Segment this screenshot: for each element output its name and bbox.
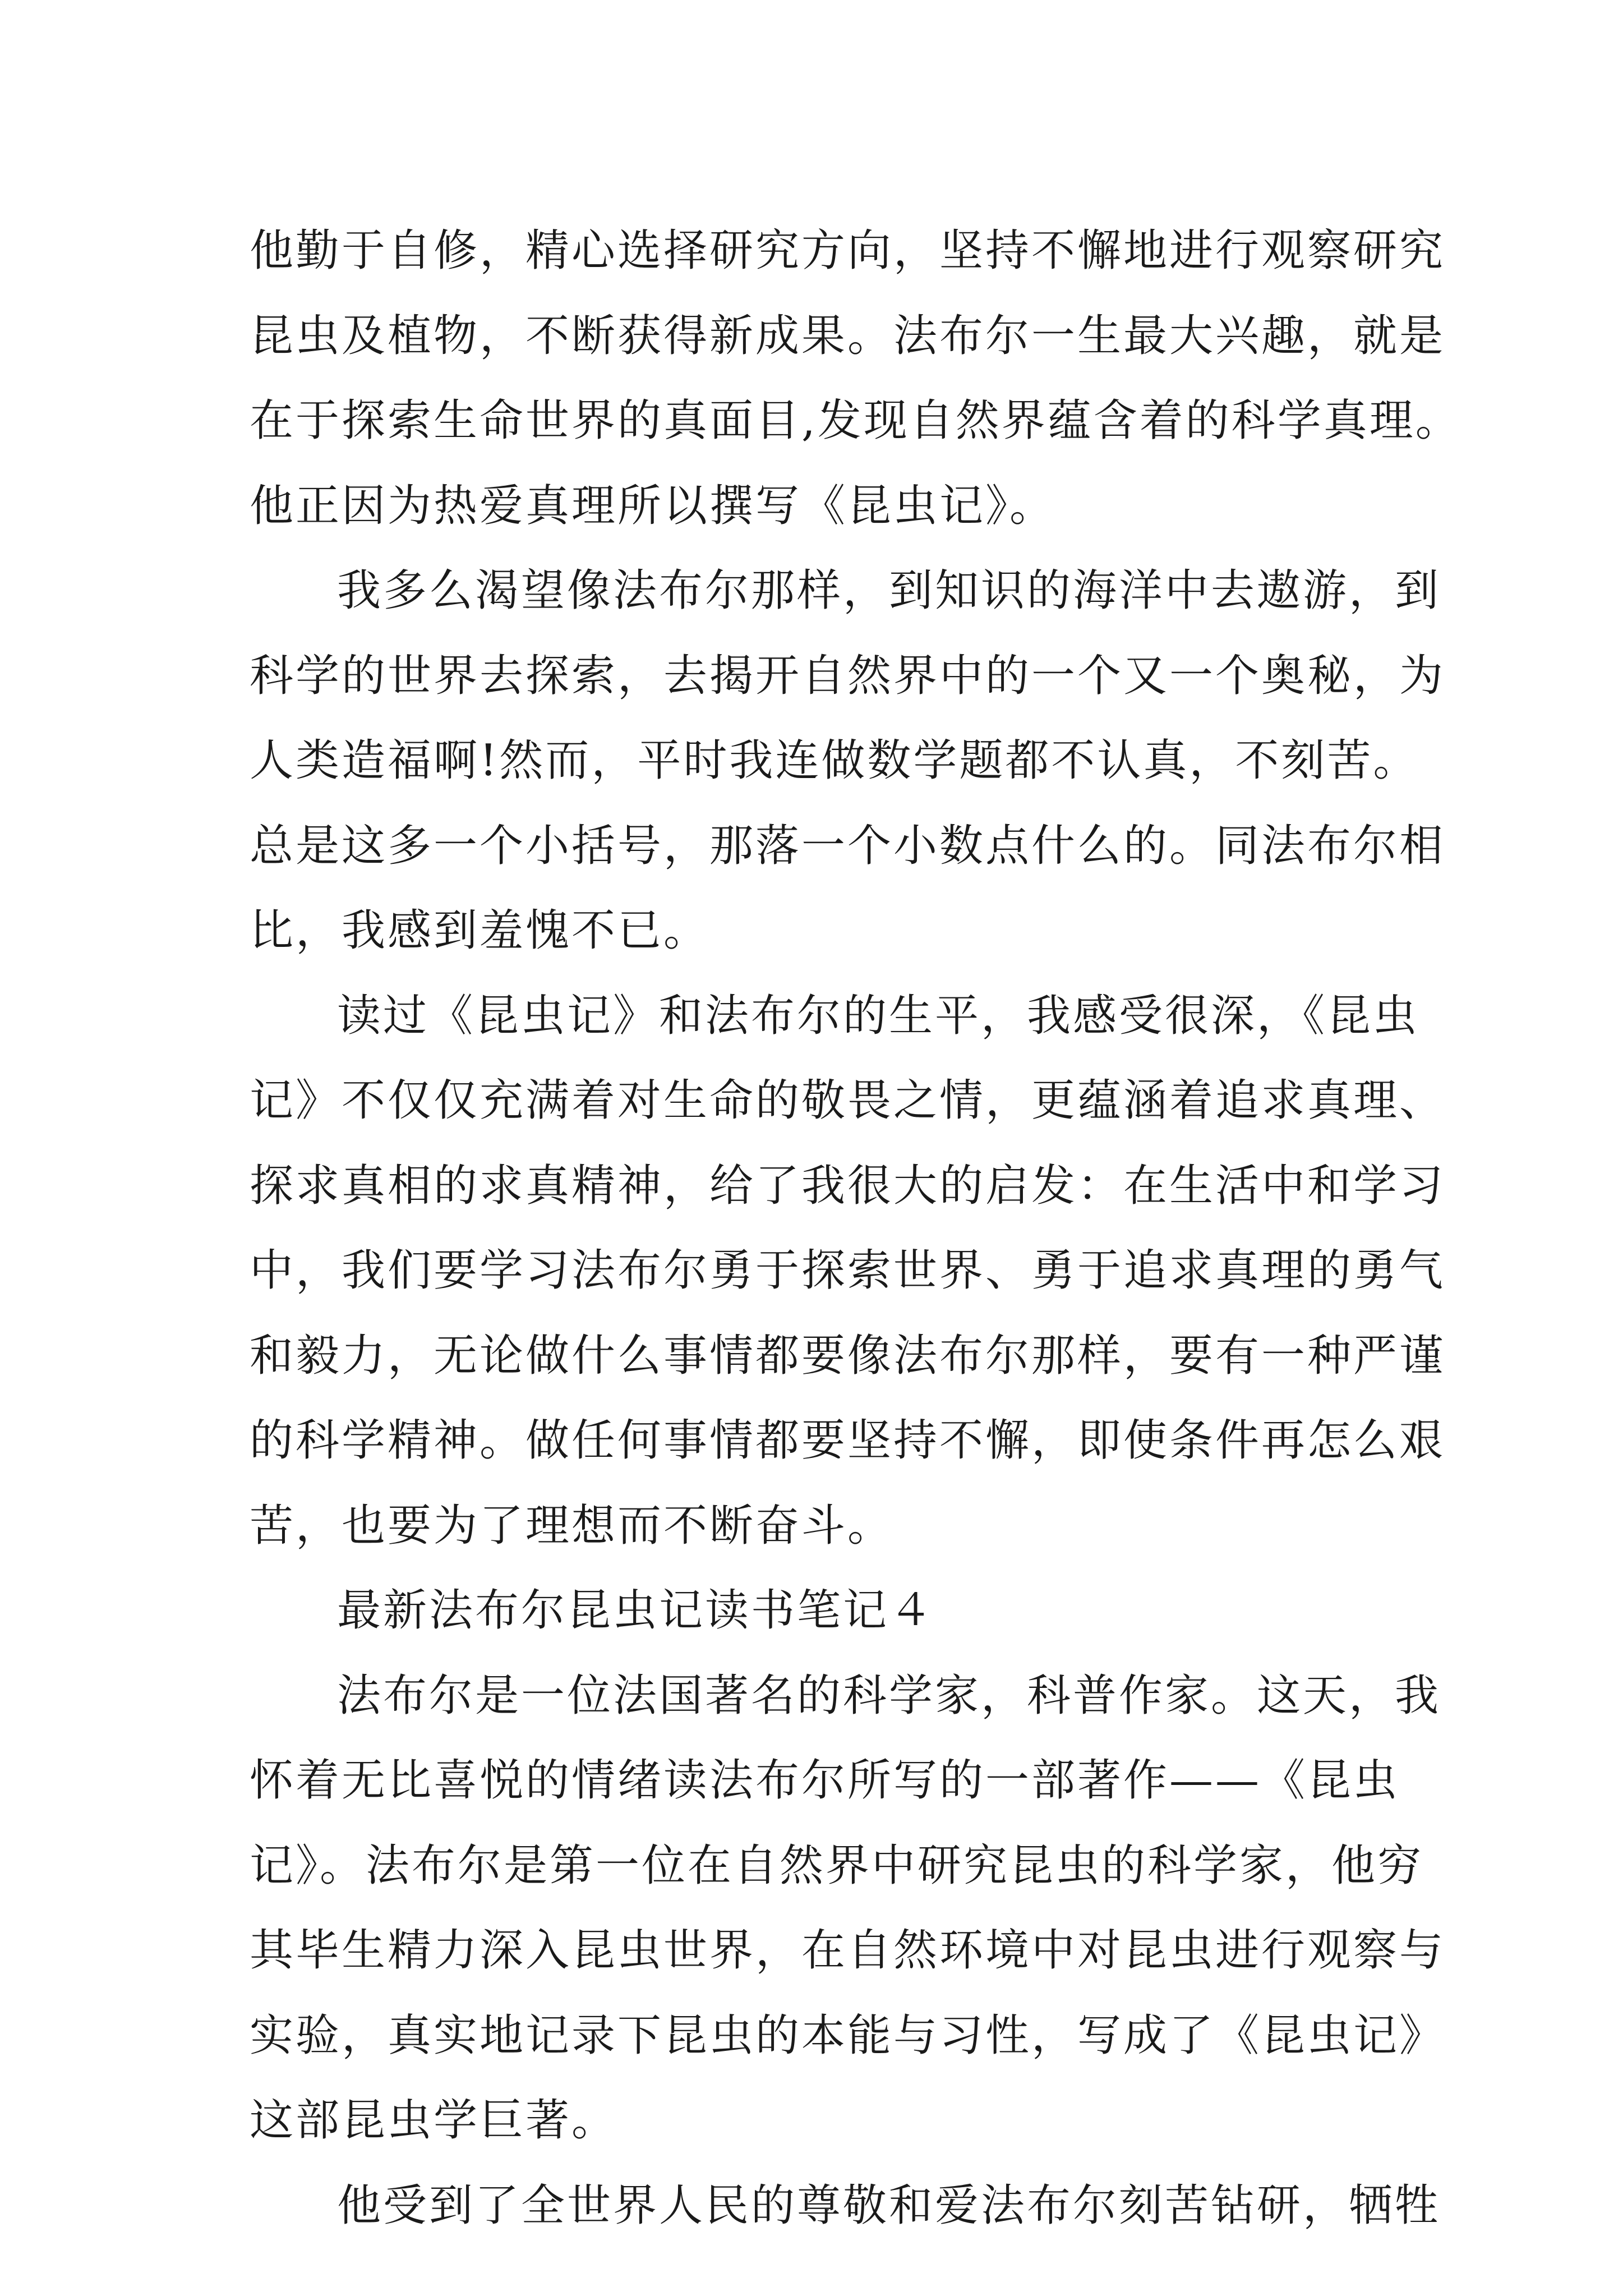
text-line: 总是这多一个小括号，那落一个小数点什么的。同法布尔相 (250, 820, 1446, 871)
text-line: 记》不仅仅充满着对生命的敬畏之情，更蕴涵着追求真理、 (250, 1075, 1446, 1126)
text-line: 人类造福啊!然而，平时我连做数学题都不认真，不刻苦。 (250, 735, 1419, 786)
text-line: 他正因为热爱真理所以撰写《昆虫记》。 (250, 480, 1056, 531)
text-line: 比，我感到羞愧不已。 (250, 905, 710, 956)
paragraph-start-line: 法布尔是一位法国著名的科学家，科普作家。这天，我 (337, 1670, 1441, 1721)
text-line: 怀着无比喜悦的情绪读法布尔所写的一部著作——《昆虫 (250, 1755, 1400, 1806)
text-line: 昆虫及植物，不断获得新成果。法布尔一生最大兴趣，就是 (250, 310, 1446, 361)
text-line: 和毅力，无论做什么事情都要像法布尔那样，要有一种严谨 (250, 1330, 1446, 1381)
text-line: 中，我们要学习法布尔勇于探索世界、勇于追求真理的勇气 (250, 1245, 1446, 1296)
text-line: 在于探索生命世界的真面目,发现自然界蕴含着的科学真理。 (250, 395, 1461, 446)
text-line: 的科学精神。做任何事情都要坚持不懈，即使条件再怎么艰 (250, 1415, 1446, 1466)
text-line: 他勤于自修，精心选择研究方向，坚持不懈地进行观察研究 (250, 226, 1446, 276)
text-line: 记》。法布尔是第一位在自然界中研究昆虫的科学家，他穷 (250, 1840, 1424, 1891)
text-line: 实验，真实地记录下昆虫的本能与习性，写成了《昆虫记》 (250, 2010, 1446, 2061)
text-line: 探求真相的求真精神，给了我很大的启发：在生活中和学习 (250, 1160, 1446, 1211)
document-body (250, 209, 1461, 2248)
paragraph-start-line: 读过《昆虫记》和法布尔的生平，我感受很深，《昆虫 (337, 990, 1419, 1041)
paragraph-start-line: 他受到了全世界人民的尊敬和爱法布尔刻苦钻研，牺牲 (337, 2180, 1441, 2231)
text-line: 其毕生精力深入昆虫世界，在自然环境中对昆虫进行观察与 (250, 1925, 1446, 1976)
text-line: 苦，也要为了理想而不断奋斗。 (250, 1500, 894, 1551)
text-line: 科学的世界去探索，去揭开自然界中的一个又一个奥秘，为 (250, 650, 1446, 701)
section-heading: 最新法布尔昆虫记读书笔记４ (337, 1585, 935, 1636)
paragraph-start-line: 我多么渴望像法布尔那样，到知识的海洋中去遨游，到 (337, 565, 1441, 616)
text-line: 这部昆虫学巨著。 (250, 2095, 618, 2146)
